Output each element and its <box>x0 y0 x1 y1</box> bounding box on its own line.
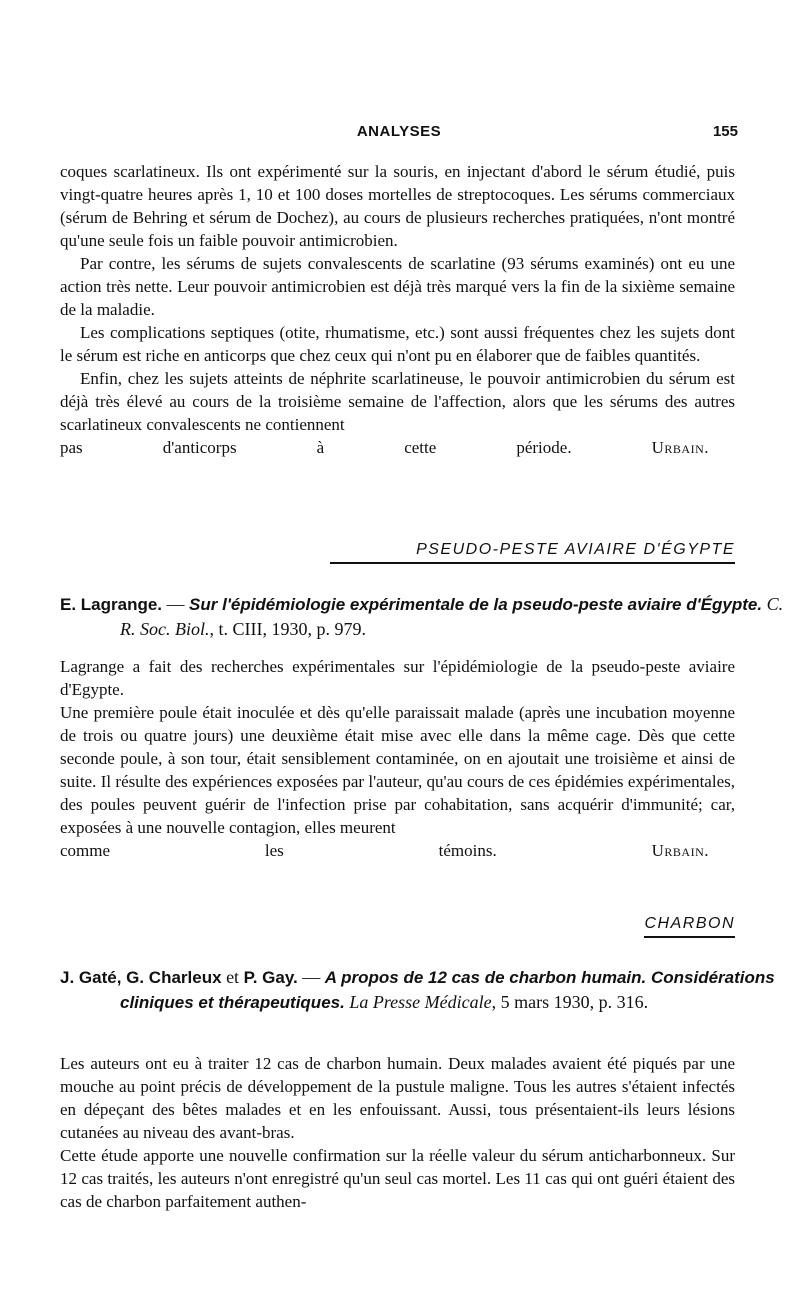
article-2-last-line: comme les témoins. <box>60 841 497 860</box>
article-3-paragraph: Les auteurs ont eu à traiter 12 cas de charbon humain. Deux malades avaient été piqués par une mouche au point précis de développement de la pustule maligne. Tous les autres s'étaient infectés en dépeçant des bêtes malades et en les enfouissant. Aussi, tous présentaient-ils leurs lésions cutanées au niveau des avant-bras. <box>60 1054 735 1142</box>
article-2-closing-line <box>60 839 735 862</box>
article-3-title: A propos de 12 cas de charbon humain. Considérations cliniques et thérapeutiques. <box>120 968 775 1012</box>
article-1-last-line: pas d'anticorps à cette période. <box>60 438 572 457</box>
article-3-journal: La Presse Médicale <box>349 992 492 1012</box>
article-2-title: Sur l'épidémiologie expérimentale de la pseudo-peste aviaire d'Égypte. <box>189 595 763 614</box>
page-number: 155 <box>712 123 738 140</box>
article-3-reference: , 5 mars 1930, p. 316. <box>491 992 649 1012</box>
article-1-paragraph: Les complications septiques (otite, rhumatisme, etc.) sont aussi fréquentes chez les sujets dont le sérum est riche en anticorps que chez ceux qui n'ont pu en élaborer que de faibles quantités. <box>60 323 735 365</box>
article-3-authors: J. Gaté, G. Charleux <box>60 968 222 987</box>
article-2-reference: , t. CIII, 1930, p. 979. <box>209 619 366 639</box>
article-2-author: E. Lagrange. <box>60 595 163 614</box>
article-2-paragraph: Une première poule était inoculée et dès qu'elle paraissait malade (après une incubation moyenne de trois ou quatre jours) une deuxième était mise avec elle dans la même cage. Dès que cette seconde poule, à son tour, était sensiblement contaminée, on en ajoutait une troisième et ainsi de suite. Il résulte des expériences exposées par l'auteur, qu'au cours de ces épidémies expérimentales, des poules peuvent guérir de l'infection prise par cohabitation, sans acquérir d'immunité; car, exposées à une nouvelle contagion, elles meurent <box>60 703 735 837</box>
article-1-paragraph: coques scarlatineux. Ils ont expérimenté sur la souris, en injectant d'abord le sérum étudié, puis vingt-quatre heures après 1, 10 et 100 doses mortelles de streptocoques. Les sérums commerciaux (sérum de Behring et sérum de Dochez), au cours de plusieurs recherches pratiquées, n'ont montré qu'une seule fois un faible pouvoir antimicrobien. <box>60 162 735 250</box>
article-1-closing-line <box>60 436 735 459</box>
article-3-paragraph: Cette étude apporte une nouvelle confirmation sur la réelle valeur du sérum anticharbonneux. Sur 12 cas traités, les auteurs n'ont enregistré qu'un seul cas mortel. Les 11 cas qui ont guéri étaient des cas de charbon parfaitement authen- <box>60 1146 735 1211</box>
article-2-dash: — <box>166 594 185 614</box>
article-3-dash: — <box>302 967 321 987</box>
article-3-heading <box>60 965 800 1015</box>
article-2-signature: Urbain. <box>651 841 709 860</box>
running-head <box>60 120 738 144</box>
article-3-author-last: P. Gay. <box>243 968 298 987</box>
section-heading-pseudo-peste: PSEUDO-PESTE AVIAIRE D'ÉGYPTE <box>416 538 735 564</box>
article-2-journal: C. R. Soc. Biol. <box>120 594 784 639</box>
article-2-body <box>60 655 735 862</box>
running-title: ANALYSES <box>356 123 442 140</box>
article-2-heading <box>60 592 800 641</box>
article-1-paragraph: Enfin, chez les sujets atteints de néphrite scarlatineuse, le pouvoir antimicrobien du sérum est déjà très élevé au cours de la troisième semaine de l'affection, alors que les sérums des autres scarlatineux convalescents ne contiennent <box>60 369 735 434</box>
article-3-body <box>60 1052 735 1213</box>
article-1-signature: Urbain. <box>651 438 709 457</box>
article-1-body <box>60 160 735 459</box>
section-heading-charbon: CHARBON <box>644 912 735 938</box>
article-3-and: et <box>226 967 240 987</box>
section-rule <box>330 562 735 564</box>
article-1-paragraph: Par contre, les sérums de sujets convalescents de scarlatine (93 sérums examinés) ont eu une action très nette. Leur pouvoir antimicrobien est déjà très marqué vers la fin de la sixième semaine de la maladie. <box>60 254 735 319</box>
article-2-paragraph: Lagrange a fait des recherches expérimentales sur l'épidémiologie de la pseudo-peste aviaire d'Egypte. <box>60 657 735 699</box>
